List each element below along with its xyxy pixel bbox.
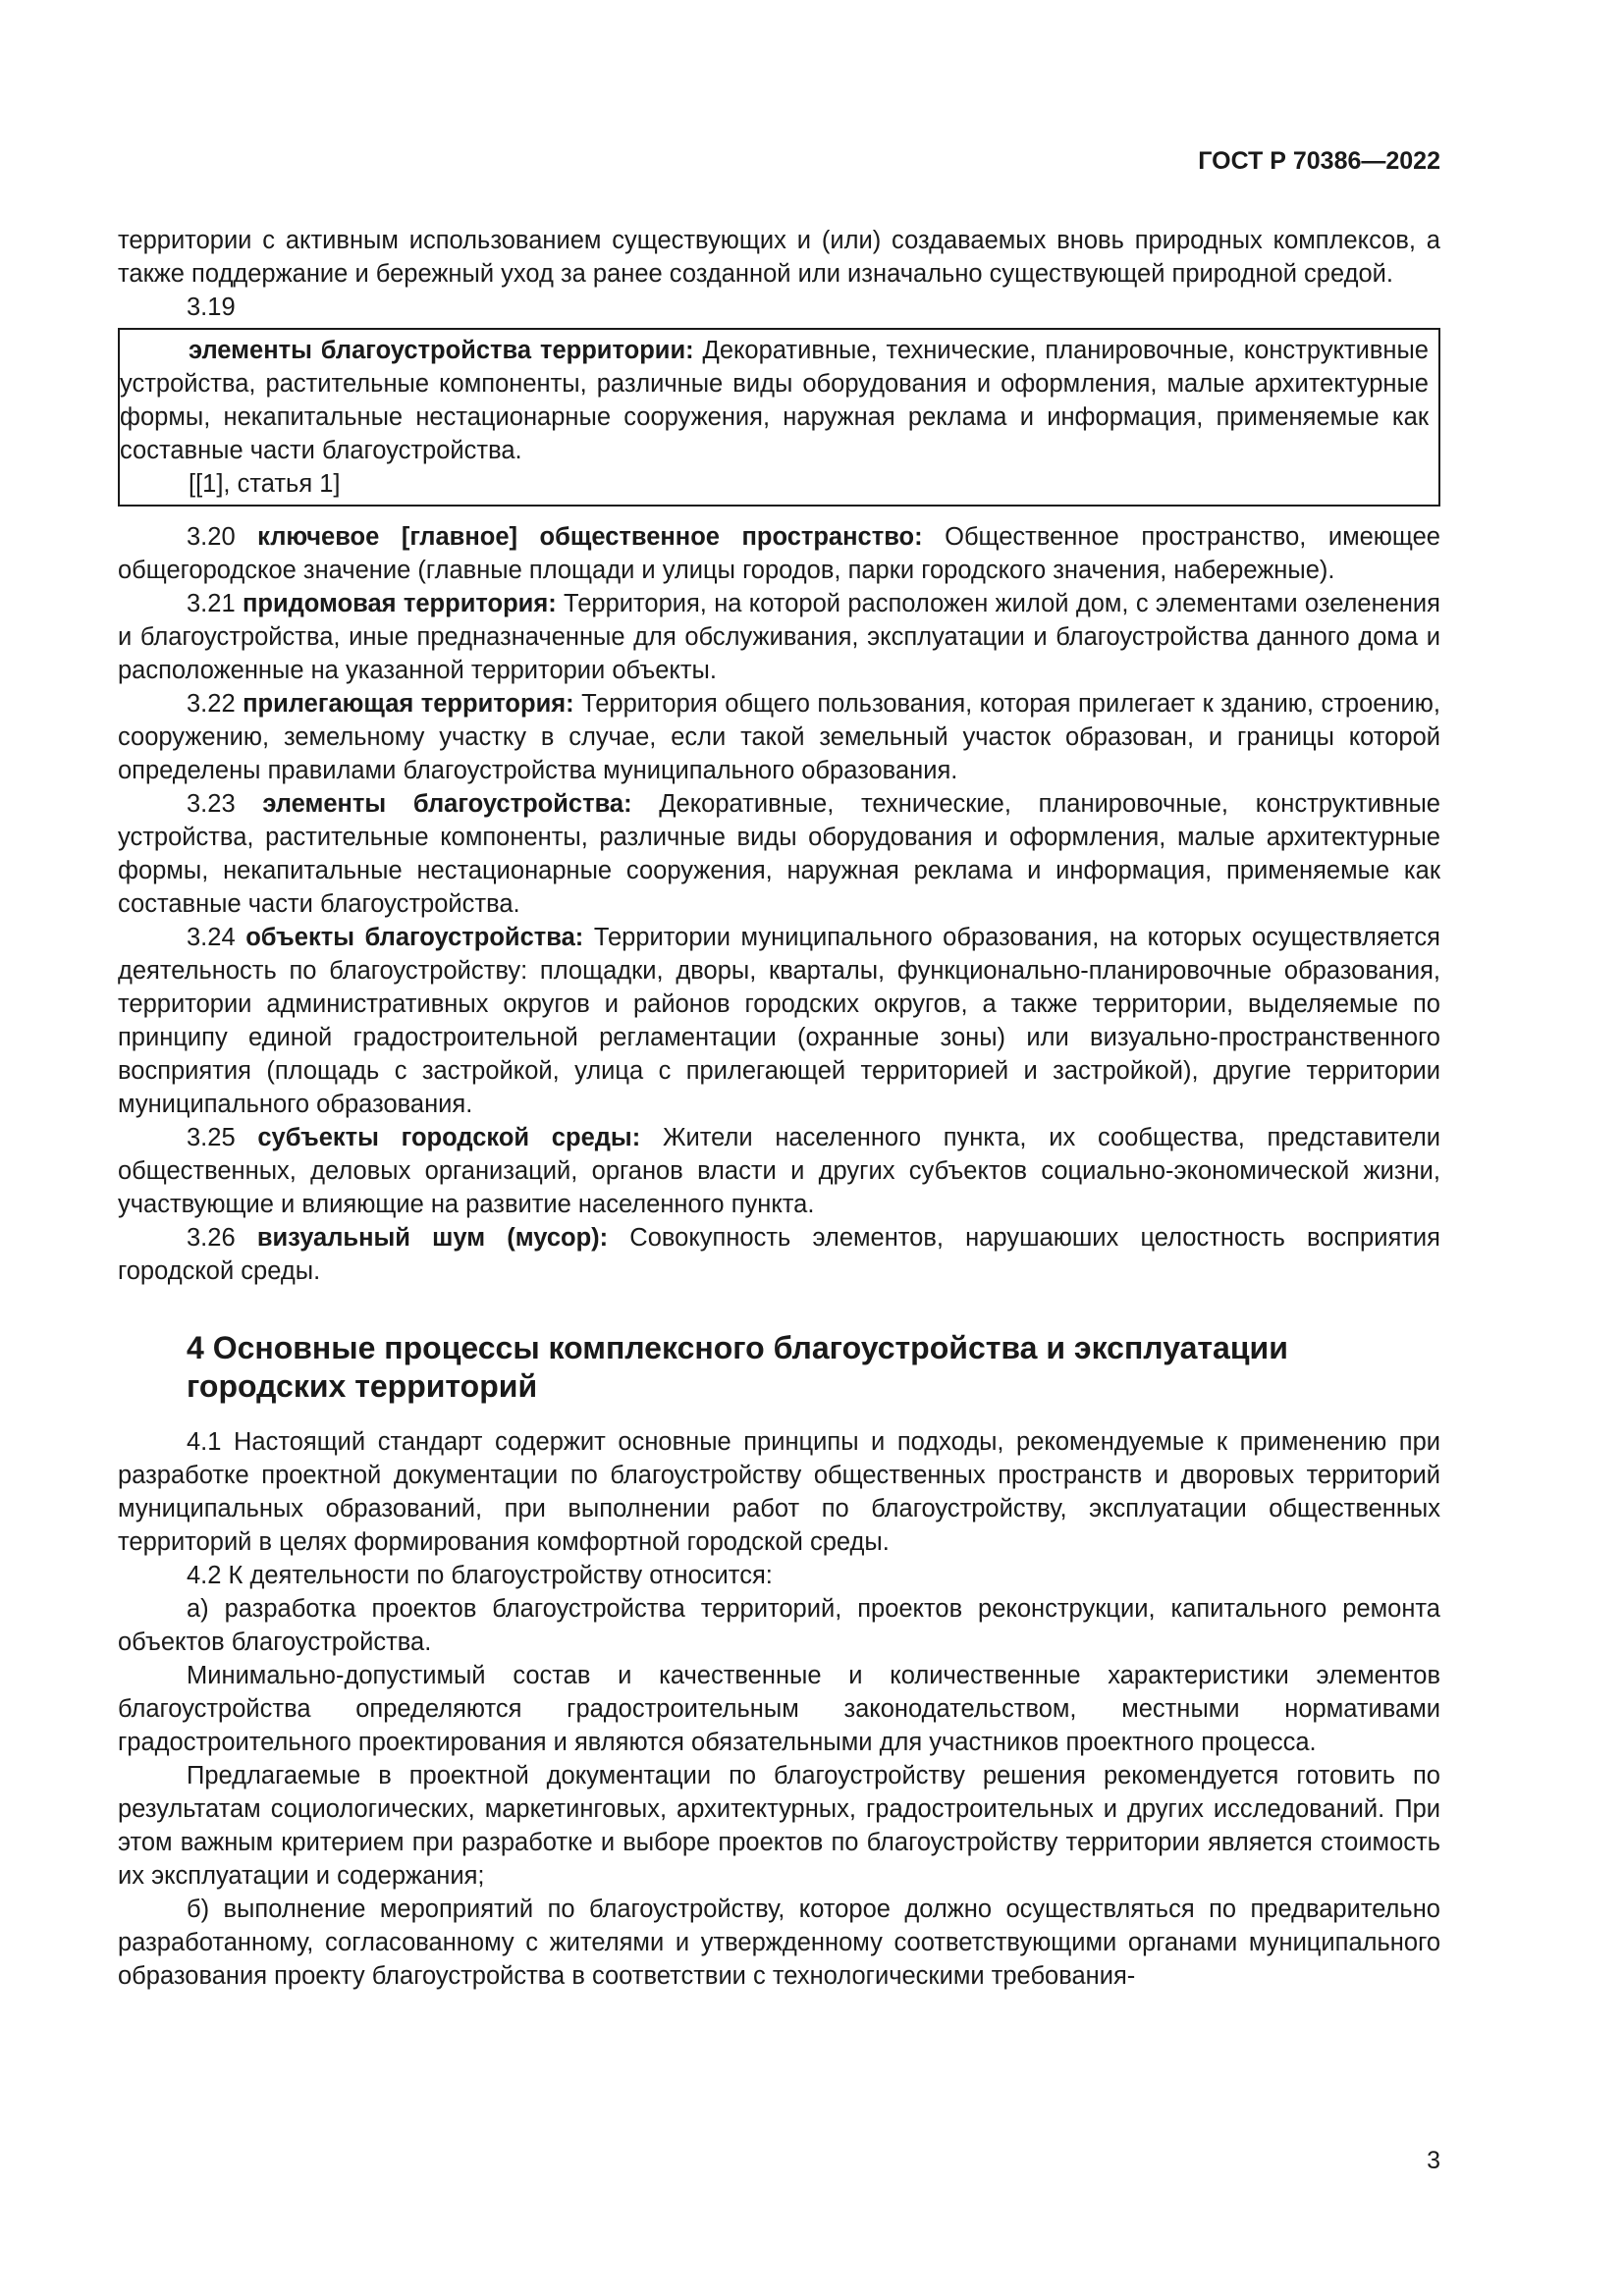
term-3-22: 3.22 прилегающая территория: Территория общего пользования, которая прилегает к зданию, строению, сооружению, земельному участку в случае, если такой земельный участок образован, и границы которой определены правилами благоустройства муниципального образования.	[118, 690, 1441, 784]
term-name: элементы благоустройства:	[262, 790, 632, 818]
term-definition: Общественное пространство, имеющее общегородское значение (главные площади и улицы городов, парки городского значения, набережные).	[118, 523, 1440, 584]
document-code: ГОСТ Р 70386—2022	[1198, 147, 1440, 175]
paragraph-proposed-solutions: Предлагаемые в проектной документации по благоустройству решения рекомендуется готовить по результатам социологических, маркетинговых, архитектурных, градостроительных и других исследований. При этом важным критерием при разработке и выборе проектов по благоустройству территории является стоимость их эксплуатации и содержания;	[118, 1762, 1440, 1890]
term-definition: Территория общего пользования, которая прилегает к зданию, строению, сооружению, земельному участку в случае, если такой земельный участок образован, и границы которой определены правилами благоустройства муниципального образования.	[118, 690, 1441, 784]
term-number-3-19: 3.19	[187, 294, 236, 321]
term-name: субъекты городской среды:	[257, 1124, 641, 1151]
term-name: элементы благоустройства территории:	[189, 337, 694, 364]
term-name: объекты благоустройства:	[245, 924, 584, 951]
list-item-b: б) выполнение мероприятий по благоустройству, которое должно осуществляться по предварительно разработанному, согласованному с жителями и утвержденному соответствующими органами муниципального образования проекту благоустройства в соответствии с технологическими требования-	[118, 1896, 1440, 1990]
term-name: придомовая территория:	[242, 590, 557, 617]
paragraph-4-1: 4.1 Настоящий стандарт содержит основные принципы и подходы, рекомендуемые к применению при разработке проектной документации по благоустройству общественных пространств и дворовых территорий муниципальных образований, при выполнении работ по благоустройству, эксплуатации общественных территорий в целях формирования комфортной городской среды.	[118, 1428, 1440, 1556]
boxed-term-reference: [[1], статья 1]	[189, 470, 341, 498]
boxed-term-text	[120, 334, 1429, 467]
term-3-21: 3.21 придомовая территория: Территория, на которой расположен жилой дом, с элементами озеленения и благоустройства, иные предназначенные для обслуживания, эксплуатации и благоустройства данного дома и расположенные на указанной территории объекты.	[118, 590, 1440, 684]
term-3-25: 3.25 субъекты городской среды: Жители населенного пункта, их сообщества, представители общественных, деловых организаций, органов власти и других субъектов социально-экономической жизни, участвующие и влияющие на развитие населенного пункта.	[118, 1124, 1440, 1218]
page-number: 3	[1427, 2147, 1440, 2174]
boxed-term-definition	[118, 328, 1440, 507]
list-item-a: а) разработка проектов благоустройства территорий, проектов реконструкции, капитального ремонта объектов благоустройства.	[118, 1595, 1440, 1656]
term-3-20: 3.20 ключевое [главное] общественное пространство: Общественное пространство, имеющее общегородское значение (главные площади и улицы городов, парки городского значения, набережные).	[118, 523, 1440, 584]
paragraph-4-2: 4.2 К деятельности по благоустройству относится:	[187, 1562, 773, 1589]
term-definition: Совокупность элементов, нарушаюших целостность восприятия городской среды.	[118, 1224, 1440, 1285]
term-3-23: 3.23 элементы благоустройства: Декоративные, технические, планировочные, конструктивные устройства, растительные компоненты, различные виды оборудования и оформления, малые архитектурные формы, некапитальные нестационарные сооружения, наружная реклама и информация, применяемые как составные части благоустройства.	[118, 790, 1440, 918]
paragraph-minimal-composition: Минимально-допустимый состав и качественные и количественные характеристики элементов благоустройства определяются градостроительным законодательством, местными нормативами градостроительного проектирования и являются обязательными для участников проектного процесса.	[118, 1662, 1440, 1756]
term-3-24: 3.24 объекты благоустройства: Территории муниципального образования, на которых осуществляется деятельность по благоустройству: площадки, дворы, кварталы, функционально-планировочные образования, территории административных округов и районов городских округов, а также территории, выделяемые по принципу единой градостроительной регламентации (охранные зоны) или визуально-пространственного восприятия (площадь с застройкой, улица с прилегающей территорией и застройкой), другие территории муниципального образования.	[118, 924, 1440, 1118]
section-4-heading: 4 Основные процессы комплексного благоустройства и эксплуатации городских территорий	[187, 1330, 1288, 1404]
term-3-26: 3.26 визуальный шум (мусор): Совокупность элементов, нарушаюших целостность восприятия городской среды.	[118, 1224, 1440, 1285]
term-definition: Декоративные, технические, планировочные, конструктивные устройства, растительные компоненты, различные виды оборудования и оформления, малые архитектурные формы, некапитальные нестационарные сооружения, наружная реклама и информация, применяемые как составные части благоустройства.	[118, 790, 1440, 918]
paragraph-continuation: территории с активным использованием существующих и (или) создаваемых вновь природных комплексов, а также поддержание и бережный уход за ранее созданной или изначально существующей природной средой.	[118, 227, 1440, 288]
term-definition: Декоративные, технические, планировочные, конструктивные устройства, растительные компоненты, различные виды оборудования и оформления, малые архитектурные формы, некапитальные нестационарные сооружения, наружная реклама и информация, применяемые как составные части благоустройства.	[120, 337, 1429, 464]
term-name: ключевое [главное] общественное пространство:	[257, 523, 923, 551]
page-content	[118, 224, 1440, 1993]
term-name: визуальный шум (мусор):	[256, 1224, 609, 1252]
term-definition: Территория, на которой расположен жилой дом, с элементами озеленения и благоустройства, иные предназначенные для обслуживания, эксплуатации и благоустройства данного дома и расположенные на указанной территории объекты.	[118, 590, 1440, 684]
term-definition: Территории муниципального образования, на которых осуществляется деятельность по благоустройству: площадки, дворы, кварталы, функционально-планировочные образования, территории административных округов и районов городских округов, а также территории, выделяемые по принципу единой градостроительной регламентации (охранные зоны) или визуально-пространственного восприятия (площадь с застройкой, улица с прилегающей территорией и застройкой), другие территории муниципального образования.	[118, 924, 1440, 1118]
term-name: прилегающая территория:	[243, 690, 574, 718]
term-definition: Жители населенного пункта, их сообщества, представители общественных, деловых организаций, органов власти и других субъектов социально-экономической жизни, участвующие и влияющие на развитие населенного пункта.	[118, 1124, 1440, 1218]
